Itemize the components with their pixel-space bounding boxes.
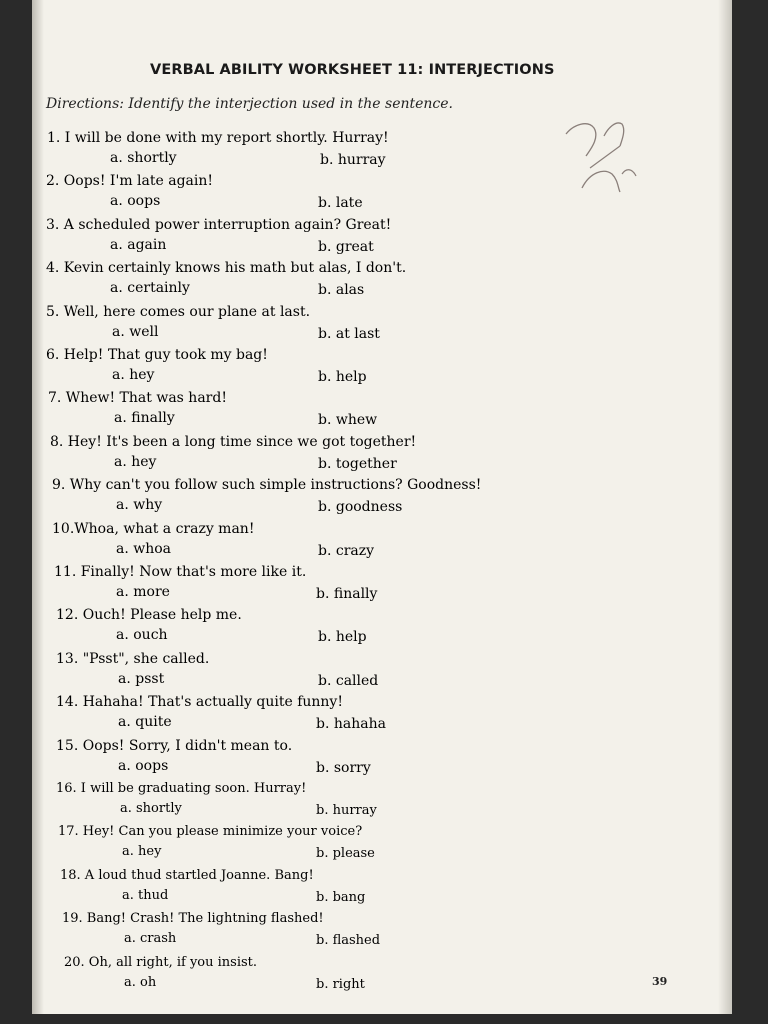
question-text: 19. Bang! Crash! The lightning flashed! bbox=[62, 911, 324, 927]
option-b[interactable]: b. hurray bbox=[320, 152, 386, 168]
option-a[interactable]: a. whoa bbox=[116, 540, 172, 557]
question-text: 17. Hey! Can you please minimize your voice? bbox=[58, 824, 363, 840]
question-text: 4. Kevin certainly knows his math but alas, I don't. bbox=[46, 260, 407, 277]
question-text: 9. Why can't you follow such simple instructions? Goodness! bbox=[52, 477, 482, 494]
question-text: 5. Well, here comes our plane at last. bbox=[46, 303, 311, 320]
option-a[interactable]: a. quite bbox=[118, 714, 172, 731]
option-b[interactable]: b. help bbox=[318, 629, 367, 646]
question-text: 14. Hahaha! That's actually quite funny! bbox=[56, 694, 343, 711]
page-number: 39 bbox=[652, 975, 668, 988]
option-a[interactable]: a. why bbox=[116, 497, 163, 514]
question-text: 16. I will be graduating soon. Hurray! bbox=[56, 781, 307, 796]
option-b[interactable]: b. right bbox=[316, 976, 365, 992]
question-text: 8. Hey! It's been a long time since we got together! bbox=[50, 433, 417, 450]
option-b[interactable]: b. whew bbox=[318, 412, 378, 429]
question-text: 13. "Psst", she called. bbox=[56, 650, 210, 667]
option-a[interactable]: a. certainly bbox=[110, 280, 190, 297]
option-b[interactable]: b. finally bbox=[316, 586, 378, 602]
question-text: 15. Oops! Sorry, I didn't mean to. bbox=[56, 737, 293, 754]
option-a[interactable]: a. oops bbox=[110, 193, 161, 210]
question-text: 7. Whew! That was hard! bbox=[48, 390, 227, 407]
question-text: 18. A loud thud startled Joanne. Bang! bbox=[60, 867, 314, 883]
question-text: 1. I will be done with my report shortly. Hurray! bbox=[47, 130, 389, 146]
option-b[interactable]: b. crazy bbox=[318, 542, 375, 559]
option-a[interactable]: a. hey bbox=[114, 453, 157, 470]
option-a[interactable]: a. hey bbox=[112, 367, 155, 383]
option-b[interactable]: b. sorry bbox=[316, 759, 371, 776]
option-b[interactable]: b. flashed bbox=[316, 933, 381, 949]
option-a[interactable]: a. ouch bbox=[116, 627, 168, 644]
option-b[interactable]: b. please bbox=[316, 846, 375, 862]
question-text: 20. Oh, all right, if you insist. bbox=[64, 954, 258, 970]
question-text: 2. Oops! I'm late again! bbox=[46, 173, 214, 190]
question-text: 10.Whoa, what a crazy man! bbox=[52, 520, 255, 537]
page-edge-shadow bbox=[32, 0, 44, 1014]
option-b[interactable]: b. goodness bbox=[318, 499, 403, 516]
option-a[interactable]: a. oops bbox=[118, 757, 169, 774]
option-b[interactable]: b. called bbox=[318, 672, 379, 689]
worksheet-title: VERBAL ABILITY WORKSHEET 11: INTERJECTIONS bbox=[150, 62, 555, 78]
option-b[interactable]: b. alas bbox=[318, 282, 365, 299]
option-b[interactable]: b. hahaha bbox=[316, 716, 386, 733]
option-a[interactable]: a. more bbox=[116, 584, 170, 600]
page-edge-shadow bbox=[718, 0, 732, 1014]
option-a[interactable]: a. again bbox=[110, 236, 167, 253]
question-text: 11. Finally! Now that's more like it. bbox=[54, 564, 307, 580]
option-a[interactable]: a. shortly bbox=[120, 801, 182, 816]
handwritten-score-mark bbox=[560, 110, 660, 200]
option-a[interactable]: a. well bbox=[112, 323, 159, 340]
option-a[interactable]: a. crash bbox=[124, 931, 177, 947]
question-text: 12. Ouch! Please help me. bbox=[56, 607, 242, 624]
question-text: 3. A scheduled power interruption again? Great! bbox=[46, 216, 392, 233]
option-a[interactable]: a. shortly bbox=[110, 150, 177, 166]
directions: Directions: Identify the interjection used in the sentence. bbox=[46, 96, 454, 112]
option-b[interactable]: b. bang bbox=[316, 889, 366, 905]
worksheet-page bbox=[32, 0, 732, 1014]
option-a[interactable]: a. hey bbox=[122, 844, 162, 860]
option-a[interactable]: a. oh bbox=[124, 974, 157, 990]
option-b[interactable]: b. together bbox=[318, 455, 397, 472]
option-a[interactable]: a. thud bbox=[122, 887, 169, 903]
option-b[interactable]: b. late bbox=[318, 195, 363, 212]
question-text: 6. Help! That guy took my bag! bbox=[46, 347, 268, 363]
option-b[interactable]: b. hurray bbox=[316, 803, 377, 818]
option-a[interactable]: a. finally bbox=[114, 410, 175, 427]
option-a[interactable]: a. psst bbox=[118, 670, 165, 687]
option-b[interactable]: b. help bbox=[318, 369, 367, 385]
option-b[interactable]: b. great bbox=[318, 238, 374, 255]
option-b[interactable]: b. at last bbox=[318, 325, 380, 342]
